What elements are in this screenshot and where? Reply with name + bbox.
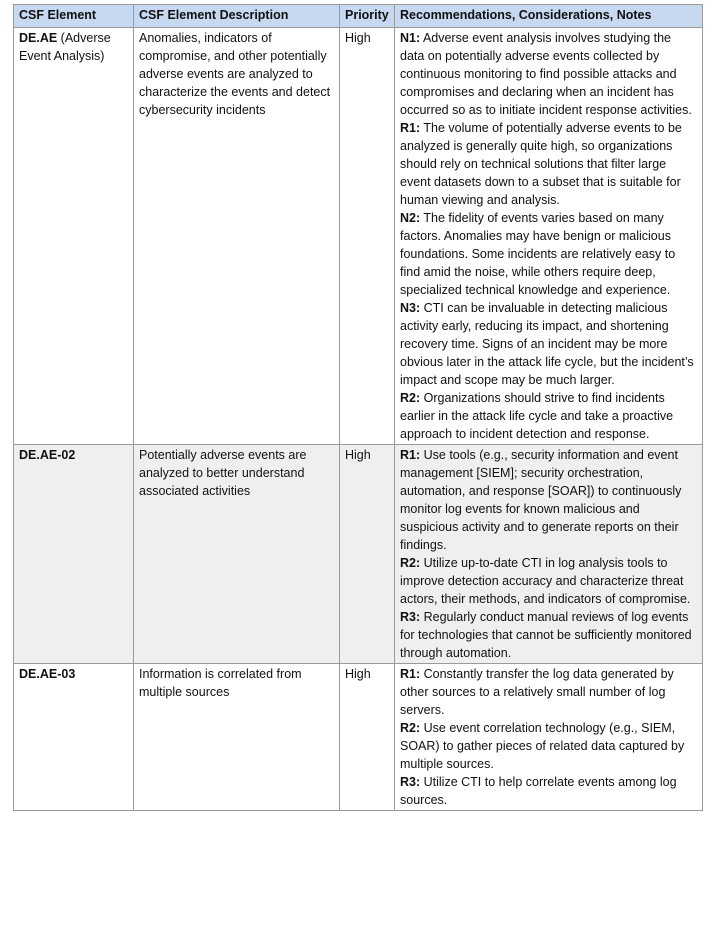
csf-element-id: DE.AE <box>19 31 58 45</box>
notes-cell <box>395 28 703 445</box>
notes-cell <box>395 664 703 811</box>
note-item <box>400 554 697 608</box>
table-row <box>14 664 703 811</box>
table-body <box>14 28 703 811</box>
note-text: Regularly conduct manual reviews of log events for technologies that cannot be sufficiently monitored through automation. <box>400 610 692 660</box>
csf-element-id: DE.AE-02 <box>19 448 76 462</box>
note-tag: R2: <box>400 391 421 405</box>
note-tag: R1: <box>400 121 421 135</box>
note-tag: R3: <box>400 775 421 789</box>
note-text: CTI can be invaluable in detecting malicious activity early, reducing its impact, and shortening recovery time. Signs of an incident may be more obvious later in the attack life cycle, but the incident’s impact and scope may be much larger. <box>400 301 694 387</box>
note-text: The fidelity of events varies based on many factors. Anomalies may have benign or malicious foundations. Some incidents are relatively easy to find amid the noise, while others require deep, specialized technical knowledge and experience. <box>400 211 676 297</box>
note-tag: N3: <box>400 301 421 315</box>
header-csf-element: CSF Element <box>14 5 134 28</box>
table-row <box>14 445 703 664</box>
csf-element-cell <box>14 445 134 664</box>
notes-cell <box>395 445 703 664</box>
header-csf-element-description: CSF Element Description <box>134 5 340 28</box>
header-row <box>14 5 703 28</box>
description-cell: Anomalies, indicators of compromise, and other potentially adverse events are analyzed to characterize the events and detect cybersecurity incidents <box>134 28 340 445</box>
priority-cell: High <box>340 28 395 445</box>
note-tag: R3: <box>400 610 421 624</box>
note-tag: R1: <box>400 448 421 462</box>
note-text: Constantly transfer the log data generated by other sources to a relatively small number of log servers. <box>400 667 674 717</box>
note-item <box>400 446 697 554</box>
note-text: The volume of potentially adverse events to be analyzed is generally quite high, so organizations should rely on technical solutions that filter large event datasets down to a subset that is suitable for human viewing and analysis. <box>400 121 682 207</box>
note-item <box>400 299 697 389</box>
note-text: Adverse event analysis involves studying the data on potentially adverse events collected by continuous monitoring to find possible attacks and compromises and declaring when an incident has occurred so as to initiate incident response activities. <box>400 31 692 117</box>
note-item <box>400 389 697 443</box>
note-item <box>400 665 697 719</box>
csf-element-cell <box>14 664 134 811</box>
note-item <box>400 608 697 662</box>
table-header <box>14 5 703 28</box>
note-tag: N1: <box>400 31 421 45</box>
table-row <box>14 28 703 445</box>
note-tag: N2: <box>400 211 421 225</box>
priority-cell: High <box>340 445 395 664</box>
note-text: Organizations should strive to find incidents earlier in the attack life cycle and take a proactive approach to incident detection and response. <box>400 391 674 441</box>
description-cell: Information is correlated from multiple sources <box>134 664 340 811</box>
note-item <box>400 209 697 299</box>
note-tag: R2: <box>400 556 421 570</box>
priority-cell: High <box>340 664 395 811</box>
note-item <box>400 29 697 119</box>
note-item <box>400 773 697 809</box>
header-priority: Priority <box>340 5 395 28</box>
note-text: Use tools (e.g., security information and event management [SIEM]; security orchestration, automation, and response [SOAR]) to continuously monitor log events for known malicious and suspicious activity and to generate reports on their findings. <box>400 448 682 552</box>
csf-element-cell <box>14 28 134 445</box>
note-text: Utilize CTI to help correlate events among log sources. <box>400 775 677 807</box>
note-text: Utilize up-to-date CTI in log analysis tools to improve detection accuracy and characterize threat actors, their methods, and indicators of compromise. <box>400 556 691 606</box>
note-tag: R1: <box>400 667 421 681</box>
header-recommendations: Recommendations, Considerations, Notes <box>395 5 703 28</box>
description-cell: Potentially adverse events are analyzed to better understand associated activities <box>134 445 340 664</box>
note-item <box>400 119 697 209</box>
note-item <box>400 719 697 773</box>
note-tag: R2: <box>400 721 421 735</box>
note-text: Use event correlation technology (e.g., SIEM, SOAR) to gather pieces of related data captured by multiple sources. <box>400 721 685 771</box>
csf-table <box>13 4 703 811</box>
csf-element-id: DE.AE-03 <box>19 667 76 681</box>
csf-element-name: (Adverse Event Analysis) <box>19 31 111 63</box>
